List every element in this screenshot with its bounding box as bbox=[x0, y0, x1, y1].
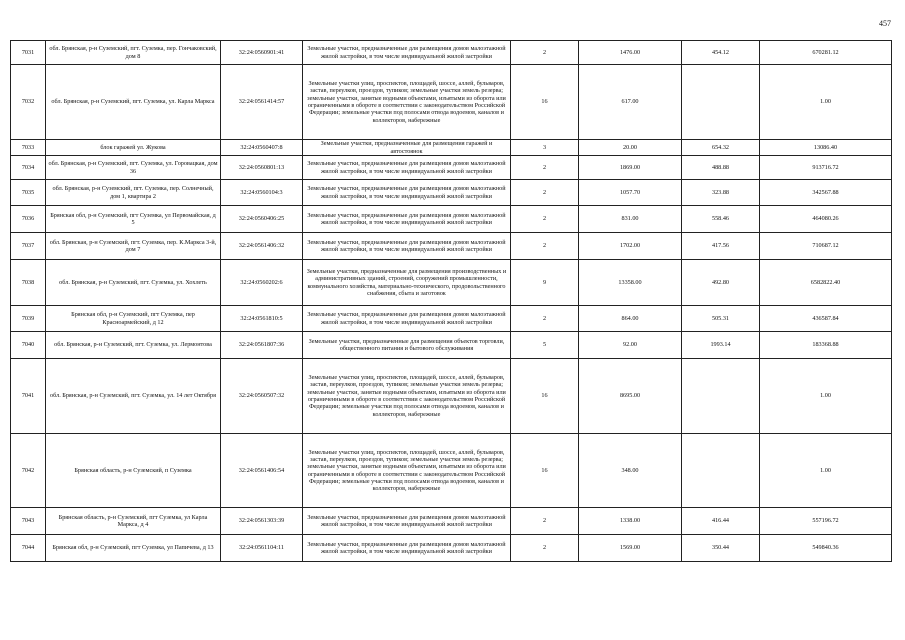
area-cell: 13358.00 bbox=[579, 260, 682, 306]
land-use-cell: Земельные участки, предназначенные для размещения домов малоэтажной жилой застройки, в том числе индивидуальной жилой застройки bbox=[303, 41, 511, 65]
use-group-cell: 2 bbox=[511, 535, 579, 562]
specific-value-cell bbox=[682, 65, 760, 140]
table-row bbox=[11, 65, 892, 140]
area-cell: 1869.00 bbox=[579, 156, 682, 180]
row-number: 7036 bbox=[11, 206, 46, 233]
land-use-cell: Земельные участки, предназначенные для размещения домов малоэтажной жилой застройки, в том числе индивидуальной жилой застройки bbox=[303, 233, 511, 260]
land-use-cell: Земельные участки, предназначенные для размещения домов малоэтажной жилой застройки, в том числе индивидуальной жилой застройки bbox=[303, 306, 511, 332]
specific-value-cell: 654.32 bbox=[682, 140, 760, 156]
table-row bbox=[11, 206, 892, 233]
cadastral-number-cell: 32:24:0561303:39 bbox=[221, 508, 303, 535]
use-group-cell: 3 bbox=[511, 140, 579, 156]
area-cell: 20.00 bbox=[579, 140, 682, 156]
cadastral-number-cell: 32:24:0560901:41 bbox=[221, 41, 303, 65]
area-cell: 617.00 bbox=[579, 65, 682, 140]
address-cell: блок гаражей ул. Жукова bbox=[46, 140, 221, 156]
area-cell: 1338.00 bbox=[579, 508, 682, 535]
table-row bbox=[11, 434, 892, 508]
specific-value-cell: 1993.14 bbox=[682, 332, 760, 359]
address-cell: обл. Брянская, р-н Суземский, пгт. Суземка, ул. Горовацкая, дом 36 bbox=[46, 156, 221, 180]
specific-value-cell: 350.44 bbox=[682, 535, 760, 562]
row-number: 7041 bbox=[11, 359, 46, 434]
use-group-cell: 16 bbox=[511, 65, 579, 140]
land-use-cell: Земельные участки, предназначенные для размещения домов малоэтажной жилой застройки, в том числе индивидуальной жилой застройки bbox=[303, 535, 511, 562]
cadastral-value-cell: 1.00 bbox=[760, 434, 892, 508]
cadastral-number-cell: 32:24:0560104:3 bbox=[221, 180, 303, 206]
cadastral-value-table bbox=[10, 40, 892, 562]
row-number: 7038 bbox=[11, 260, 46, 306]
cadastral-value-cell: 6582822.40 bbox=[760, 260, 892, 306]
address-cell: обл. Брянская, р-н Суземский, пгт. Суземка, ул. Хохлеть bbox=[46, 260, 221, 306]
address-cell: обл. Брянская, р-н Суземский, пгт. Суземка, ул. Лермонтова bbox=[46, 332, 221, 359]
address-cell: обл. Брянская, р-н Суземский, пгт. Суземка, ул. Карла Маркса bbox=[46, 65, 221, 140]
use-group-cell: 9 bbox=[511, 260, 579, 306]
row-number: 7034 bbox=[11, 156, 46, 180]
cadastral-value-cell: 342567.88 bbox=[760, 180, 892, 206]
area-cell: 1057.70 bbox=[579, 180, 682, 206]
cadastral-number-cell: 32:24:0560407:8 bbox=[221, 140, 303, 156]
cadastral-value-cell: 913716.72 bbox=[760, 156, 892, 180]
use-group-cell: 16 bbox=[511, 434, 579, 508]
area-cell: 1476.00 bbox=[579, 41, 682, 65]
land-use-cell: Земельные участки, предназначенные для размещения объектов торговли, общественного питания и бытового обслуживания bbox=[303, 332, 511, 359]
cadastral-value-cell: 710687.12 bbox=[760, 233, 892, 260]
specific-value-cell: 323.88 bbox=[682, 180, 760, 206]
area-cell: 1569.00 bbox=[579, 535, 682, 562]
specific-value-cell: 416.44 bbox=[682, 508, 760, 535]
row-number: 7044 bbox=[11, 535, 46, 562]
row-number: 7039 bbox=[11, 306, 46, 332]
table-row bbox=[11, 359, 892, 434]
address-cell: Брянская область, р-н Суземский, п Суземка bbox=[46, 434, 221, 508]
address-cell: Брянская обл, р-н Суземский, пгт Суземка, пер Красноармейский, д 12 bbox=[46, 306, 221, 332]
land-use-cell: Земельные участки улиц, проспектов, площадей, шоссе, аллей, бульваров, застав, переулков, проездов, тупиков; земельные участки земель резерва; земельные участки, занятые водными объектами, изъятыми из оборота или ограниченными в обороте в соответствии с законодательством Российской Федерации; земельные участки под полосами отвода водоемов, каналов и коллекторов, набережные bbox=[303, 65, 511, 140]
cadastral-number-cell: 32:24:0561414:57 bbox=[221, 65, 303, 140]
address-cell: Брянская обл, р-н Суземский, пгт Суземка, ул Первомайская, д 5 bbox=[46, 206, 221, 233]
table-row bbox=[11, 332, 892, 359]
cadastral-value-cell: 1.00 bbox=[760, 65, 892, 140]
table-row bbox=[11, 140, 892, 156]
cadastral-value-cell: 464080.26 bbox=[760, 206, 892, 233]
row-number: 7032 bbox=[11, 65, 46, 140]
area-cell: 1702.00 bbox=[579, 233, 682, 260]
land-use-cell: Земельные участки улиц, проспектов, площадей, шоссе, аллей, бульваров, застав, переулков, проездов, тупиков; земельные участки земель резерва; земельные участки, занятые водными объектами, изъятыми из оборота или ограниченными в обороте в соответствии с законодательством Российской Федерации; земельные участки под полосами отвода водоемов, каналов и коллекторов, набережные bbox=[303, 359, 511, 434]
table-row bbox=[11, 535, 892, 562]
area-cell: 831.00 bbox=[579, 206, 682, 233]
use-group-cell: 2 bbox=[511, 180, 579, 206]
row-number: 7033 bbox=[11, 140, 46, 156]
row-number: 7040 bbox=[11, 332, 46, 359]
land-use-cell: Земельные участки, предназначенные для размещения домов малоэтажной жилой застройки, в том числе индивидуальной жилой застройки bbox=[303, 156, 511, 180]
use-group-cell: 2 bbox=[511, 206, 579, 233]
address-cell: Брянская обл, р-н Суземский, пгт Суземка, ул Папичева, д 13 bbox=[46, 535, 221, 562]
specific-value-cell: 417.56 bbox=[682, 233, 760, 260]
cadastral-value-cell: 1.00 bbox=[760, 359, 892, 434]
address-cell: обл. Брянская, р-н Суземский, пгт. Суземка, пер. Солнечный, дом 1, квартира 2 bbox=[46, 180, 221, 206]
cadastral-number-cell: 32:24:0560202:6 bbox=[221, 260, 303, 306]
cadastral-number-cell: 32:24:0560406:25 bbox=[221, 206, 303, 233]
address-cell: Брянская область, р-н Суземский, пгт Суземка, ул Карла Маркса, д 4 bbox=[46, 508, 221, 535]
specific-value-cell bbox=[682, 434, 760, 508]
land-use-cell: Земельные участки, предназначенные для размещения домов малоэтажной жилой застройки, в том числе индивидуальной жилой застройки bbox=[303, 206, 511, 233]
address-cell: обл. Брянская, р-н Суземский, пгт. Суземка, пер. К.Маркса 3-й, дом 7 bbox=[46, 233, 221, 260]
cadastral-number-cell: 32:24:0560507:32 bbox=[221, 359, 303, 434]
cadastral-number-cell: 32:24:0561807:36 bbox=[221, 332, 303, 359]
table-row bbox=[11, 260, 892, 306]
table-row bbox=[11, 508, 892, 535]
cadastral-number-cell: 32:24:0561810:5 bbox=[221, 306, 303, 332]
use-group-cell: 2 bbox=[511, 156, 579, 180]
table-row bbox=[11, 306, 892, 332]
table-row bbox=[11, 41, 892, 65]
use-group-cell: 5 bbox=[511, 332, 579, 359]
row-number: 7031 bbox=[11, 41, 46, 65]
specific-value-cell: 492.80 bbox=[682, 260, 760, 306]
cadastral-number-cell: 32:24:0560801:13 bbox=[221, 156, 303, 180]
area-cell: 92.00 bbox=[579, 332, 682, 359]
cadastral-value-cell: 557196.72 bbox=[760, 508, 892, 535]
land-use-cell: Земельные участки, предназначенные для размещения домов малоэтажной жилой застройки, в том числе индивидуальной жилой застройки bbox=[303, 508, 511, 535]
use-group-cell: 2 bbox=[511, 41, 579, 65]
use-group-cell: 16 bbox=[511, 359, 579, 434]
page-number: 457 bbox=[879, 19, 891, 28]
cadastral-number-cell: 32:24:0561104:11 bbox=[221, 535, 303, 562]
table-row bbox=[11, 180, 892, 206]
specific-value-cell: 488.88 bbox=[682, 156, 760, 180]
cadastral-value-cell: 436587.84 bbox=[760, 306, 892, 332]
land-use-cell: Земельные участки, предназначенные для размещения производственных и административных зданий, строений, сооружений промышленности, коммунального хозяйства, материально-технического, продовольственного снабжения, сбыта и заготовок bbox=[303, 260, 511, 306]
use-group-cell: 2 bbox=[511, 508, 579, 535]
cadastral-value-cell: 670281.12 bbox=[760, 41, 892, 65]
cadastral-number-cell: 32:24:0561406:32 bbox=[221, 233, 303, 260]
cadastral-value-cell: 549840.36 bbox=[760, 535, 892, 562]
row-number: 7037 bbox=[11, 233, 46, 260]
land-use-cell: Земельные участки улиц, проспектов, площадей, шоссе, аллей, бульваров, застав, переулков, проездов, тупиков; земельные участки земель резерва; земельные участки, занятые водными объектами, изъятыми из оборота или ограниченными в обороте в соответствии с законодательством Российской Федерации; земельные участки под полосами отвода водоемов, каналов и коллекторов, набережные bbox=[303, 434, 511, 508]
area-cell: 864.00 bbox=[579, 306, 682, 332]
specific-value-cell: 454.12 bbox=[682, 41, 760, 65]
row-number: 7035 bbox=[11, 180, 46, 206]
specific-value-cell bbox=[682, 359, 760, 434]
table-row bbox=[11, 156, 892, 180]
address-cell: обл. Брянская, р-н Суземский, пгт. Суземка, ул. 14 лет Октября bbox=[46, 359, 221, 434]
land-use-cell: Земельные участки, предназначенные для размещения домов малоэтажной жилой застройки, в том числе индивидуальной жилой застройки bbox=[303, 180, 511, 206]
area-cell: 348.00 bbox=[579, 434, 682, 508]
cadastral-number-cell: 32:24:0561406:54 bbox=[221, 434, 303, 508]
use-group-cell: 2 bbox=[511, 306, 579, 332]
row-number: 7042 bbox=[11, 434, 46, 508]
area-cell: 8695.00 bbox=[579, 359, 682, 434]
specific-value-cell: 505.31 bbox=[682, 306, 760, 332]
land-use-cell: Земельные участки, предназначенные для размещения гаражей и автостоянок bbox=[303, 140, 511, 156]
address-cell: обл. Брянская, р-н Суземский, пгт. Суземка, пер. Гончаковский, дом 8 bbox=[46, 41, 221, 65]
use-group-cell: 2 bbox=[511, 233, 579, 260]
table-row bbox=[11, 233, 892, 260]
row-number: 7043 bbox=[11, 508, 46, 535]
cadastral-value-cell: 183368.88 bbox=[760, 332, 892, 359]
specific-value-cell: 558.46 bbox=[682, 206, 760, 233]
cadastral-value-cell: 13086.40 bbox=[760, 140, 892, 156]
